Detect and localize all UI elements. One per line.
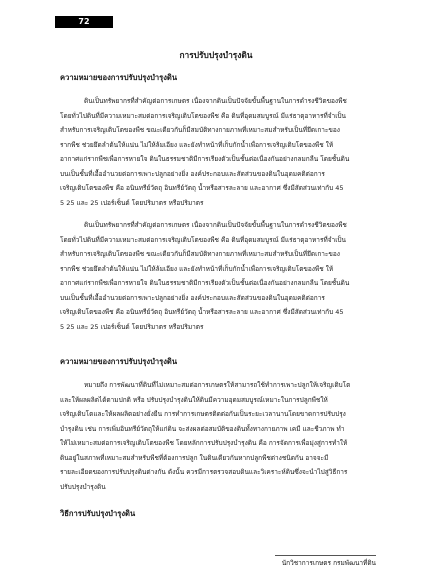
paragraph-line: 5 25 และ 25 เปอร์เซ็นต์ โดยปริมาตร หรือปริมาตร [60,322,204,331]
paragraph-line: เจริญเติบโตของพืช คือ อนินทรีย์วัตถุ อินทรีย์วัตถุ น้ำหรือสารละลาย และอากาศ ซึ่งมีสัดส่วนเท่ากับ 45 [60,308,344,316]
paragraph-line: อากาศแก่รากพืชเพื่อการหายใจ ดินในธรรมชาติมีการเรียงตัวเป็นชั้นต่อเนื่องกันอย่างกลมกลืน โดยชั้นดิน [60,155,350,163]
paragraph-line: อากาศแก่รากพืชเพื่อการหายใจ ดินในธรรมชาติมีการเรียงตัวเป็นชั้นต่อเนื่องกันอย่างกลมกลืน โดยชั้นดิน [60,279,350,287]
paragraph-line: และให้ผลผลิตได้ตามปกติ หรือ ปรับปรุงบำรุงดินให้ดินมีความอุดมสมบูรณ์เหมาะในการปลูกพืชให้ [60,395,328,404]
paragraph-line: รายละเอียดของการปรับปรุงดินต่างกัน ดังนั้น ควรมีการตรวจสอบดินและวิเคราะห์ดินซึ่งจะนำไปสู่วิธีการ [60,468,348,476]
paragraph-line: ดินอยู่ในสภาพที่เหมาะสมสำหรับพืชที่ต้องการปลูก ในดินเดียวกันหากปลูกพืชต่างชนิดกัน อาจจะมี [60,453,329,462]
paragraph-2 [60,218,376,334]
paragraph-line: ปรับปรุงบำรุงดิน [60,482,106,491]
paragraph-line: ดินเป็นทรัพยากรที่สำคัญต่อการเกษตร เนื่องจากดินเป็นปัจจัยขั้นพื้นฐานในการดำรงชีวิตของพืช [84,97,347,105]
page-number-tab: 72 [55,16,113,28]
paragraph-line: สำหรับการเจริญเติบโตของพืช ขณะเดียวกันก็มีสมบัติทางกายภาพที่เหมาะสมสำหรับเป็นที่ยึดเกาะของ [60,126,340,134]
section-heading-methods: วิธีการปรับปรุงบำรุงดิน [60,509,136,518]
paragraph-line: รากพืช ช่วยยึดลำต้นให้แน่น ไม่ให้ล้มเอียง และยังทำหน้าที่เก็บกักน้ำเพื่อการเจริญเติบโตของพืช ให้ [60,140,334,149]
paragraph-line: ให้ไม่เหมาะสมต่อการเจริญเติบโตของพืช โดยหลักการปรับปรุงบำรุงดิน คือ การจัดการเพื่อมุ่งสู่การทำให้ [60,439,348,447]
paragraph-line: 5 25 และ 25 เปอร์เซ็นต์ โดยปริมาตร หรือปริมาตร [60,198,204,207]
paragraph-line: บนเป็นชั้นที่เอื้ออำนวยต่อการเพาะปลูกอย่างยิ่ง องค์ประกอบและสัดส่วนของดินในอุดมคติต่อการ [60,293,325,302]
paragraph-line: เจริญเติบโตและให้ผลผลิตอย่างยั่งยืน การทำการเกษตรติดต่อกันเป็นระยะเวลานานโดยขาดการปรับปรุง [60,410,346,418]
paragraph-line: โดยทั่วไปดินที่มีความเหมาะสมต่อการเจริญเติบโตของพืช คือ ดินที่อุดมสมบูรณ์ มีแร่ธาตุอาหารที่จำเป็น [60,111,346,120]
paragraph-line: บำรุงดิน เช่น การเพิ่มอินทรีย์วัตถุให้แก่ดิน จะส่งผลต่อสมบัติของดินทั้งทางกายภาพ เคมี และชีวภาพ ทำ [60,424,345,433]
section-heading-meaning-2: ความหมายของการปรับปรุงบำรุงดิน [60,357,178,366]
paragraph-line: โดยทั่วไปดินที่มีความเหมาะสมต่อการเจริญเติบโตของพืช คือ ดินที่อุดมสมบูรณ์ มีแร่ธาตุอาหารที่จำเป็น [60,235,346,244]
paragraph-line: เจริญเติบโตของพืช คือ อนินทรีย์วัตถุ อินทรีย์วัตถุ น้ำหรือสารละลาย และอากาศ ซึ่งมีสัดส่วนเท่ากับ 45 [60,184,344,192]
page-title: การปรับปรุงบำรุงดิน [179,50,253,60]
section-heading-meaning-1: ความหมายของการปรับปรุงบำรุงดิน [60,73,178,82]
paragraph-line: ดินเป็นทรัพยากรที่สำคัญต่อการเกษตร เนื่องจากดินเป็นปัจจัยขั้นพื้นฐานในการดำรงชีวิตของพืช [84,221,347,229]
paragraph-line: รากพืช ช่วยยึดลำต้นให้แน่น ไม่ให้ล้มเอียง และยังทำหน้าที่เก็บกักน้ำเพื่อการเจริญเติบโตของพืช ให้ [60,264,334,273]
paragraph-3 [60,378,376,494]
paragraph-line: หมายถึง การพัฒนาที่ดินที่ไม่เหมาะสมต่อการเกษตรให้สามารถใช้ทำการเพาะปลูกให้เจริญเติบโต [84,381,351,389]
paragraph-line: บนเป็นชั้นที่เอื้ออำนวยต่อการเพาะปลูกอย่างยิ่ง องค์ประกอบและสัดส่วนของดินในอุดมคติต่อการ [60,169,325,178]
paragraph-line: สำหรับการเจริญเติบโตของพืช ขณะเดียวกันก็มีสมบัติทางกายภาพที่เหมาะสมสำหรับเป็นที่ยึดเกาะของ [60,250,340,258]
page-footer: นักวิชาการเกษตร กรมพัฒนาที่ดิน [281,559,376,567]
footer-rule [275,555,376,556]
paragraph-1 [60,94,376,210]
